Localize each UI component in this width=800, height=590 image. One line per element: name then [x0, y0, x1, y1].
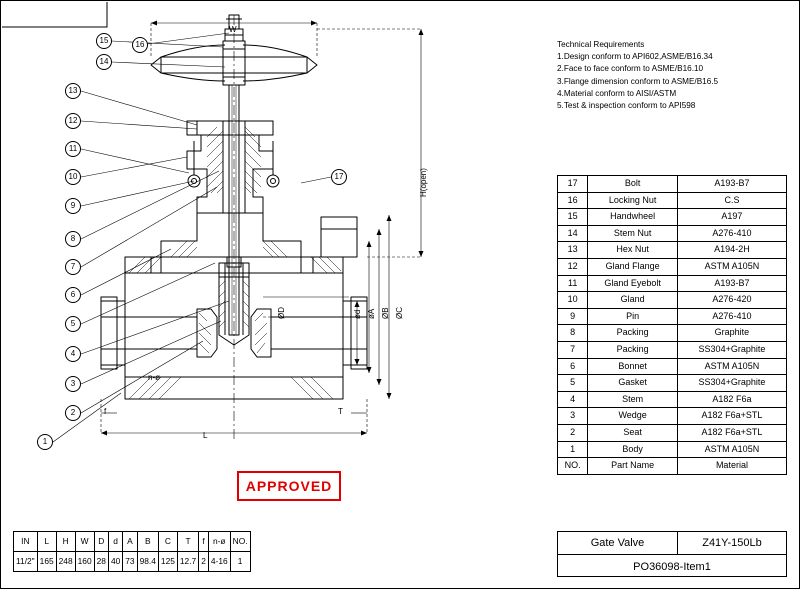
dimension-header-cell: B [137, 532, 158, 552]
dimension-table [13, 531, 251, 572]
bom-row [558, 441, 787, 458]
title-block-code: Z41Y-150Lb [702, 537, 762, 549]
balloon-callout-8: 8 [65, 231, 81, 247]
dimension-header-cell: d [108, 532, 122, 552]
bom-cell-material: A276-410 [677, 308, 786, 325]
bom-row [558, 242, 787, 259]
technical-requirements-heading: Technical Requirements [557, 40, 645, 49]
dim-label-diameter-c: ØC [395, 307, 404, 319]
bom-cell-part: Packing [588, 325, 678, 342]
technical-requirement-4: 4.Material conform to AISI/ASTM [557, 88, 677, 98]
balloon-callout-2: 2 [65, 405, 81, 421]
balloon-callout-5: 5 [65, 316, 81, 332]
balloon-callout-4: 4 [65, 346, 81, 362]
dim-label-diameter-a: øA [367, 308, 376, 319]
bom-cell-material: ASTM A105N [677, 358, 786, 375]
balloon-callout-1: 1 [37, 434, 53, 450]
bom-row [558, 258, 787, 275]
bom-cell-part: Gland Eyebolt [588, 275, 678, 292]
dim-label-diameter-d: ØD [277, 307, 286, 319]
dimension-value-cell: 98.4 [137, 552, 158, 572]
bom-cell-material: SS304+Graphite [677, 341, 786, 358]
dimension-header-cell: NO. [230, 532, 250, 552]
dimension-value-cell: 40 [108, 552, 122, 572]
dimension-value-row [14, 552, 251, 572]
bom-cell-no: 9 [558, 308, 588, 325]
bom-cell-material: A276-410 [677, 225, 786, 242]
bom-cell-part: Gland Flange [588, 258, 678, 275]
bom-cell-material: Material [677, 458, 786, 475]
dim-label-w: W [229, 25, 237, 34]
bom-cell-part: Body [588, 441, 678, 458]
bom-cell-no: 8 [558, 325, 588, 342]
bom-cell-part: Pin [588, 308, 678, 325]
bom-row [558, 408, 787, 425]
bom-cell-material: Graphite [677, 325, 786, 342]
dimension-value-cell: 2 [199, 552, 209, 572]
dim-label-diameter-d-small: ød [353, 309, 362, 319]
dimension-header-cell: A [123, 532, 137, 552]
dimension-header-cell: C [158, 532, 177, 552]
dimension-value-cell: 28 [94, 552, 108, 572]
bill-of-materials-table [557, 175, 787, 475]
bom-cell-no: 1 [558, 441, 588, 458]
bom-row [558, 176, 787, 193]
bom-cell-material: SS304+Graphite [677, 375, 786, 392]
bom-row [558, 341, 787, 358]
bom-cell-no: 2 [558, 424, 588, 441]
balloon-callout-9: 9 [65, 198, 81, 214]
bom-row [558, 424, 787, 441]
bom-cell-part: Hex Nut [588, 242, 678, 259]
balloon-callout-3: 3 [65, 376, 81, 392]
bom-cell-material: A194-2H [677, 242, 786, 259]
dimension-header-cell: W [75, 532, 94, 552]
bom-cell-no: 15 [558, 209, 588, 226]
dimension-value-cell: 160 [75, 552, 94, 572]
dimension-header-cell: n-ø [208, 532, 230, 552]
bom-cell-no: 10 [558, 292, 588, 309]
dim-label-f: f [104, 407, 107, 416]
technical-requirements [557, 39, 787, 112]
dimension-header-row [14, 532, 251, 552]
bom-cell-no: 12 [558, 258, 588, 275]
bom-cell-no: 13 [558, 242, 588, 259]
dim-label-t: T [338, 407, 343, 416]
dimension-value-cell: 12.7 [177, 552, 198, 572]
bom-cell-no: 11 [558, 275, 588, 292]
bom-cell-material: ASTM A105N [677, 258, 786, 275]
bom-cell-part: Wedge [588, 408, 678, 425]
gate-valve-section-view [1, 1, 561, 521]
bom-row [558, 375, 787, 392]
dim-label-n-holes: n-ø [148, 373, 160, 382]
bom-cell-part: Seat [588, 424, 678, 441]
bom-row [558, 292, 787, 309]
balloon-callout-7: 7 [65, 259, 81, 275]
balloon-callout-6: 6 [65, 287, 81, 303]
technical-requirement-5: 5.Test & inspection conform to API598 [557, 101, 696, 111]
dimension-header-cell: f [199, 532, 209, 552]
dim-label-l: L [203, 431, 208, 440]
bom-cell-part: Part Name [588, 458, 678, 475]
technical-requirement-3: 3.Flange dimension conform to ASME/B16.5 [557, 76, 719, 86]
dimension-header-cell: IN [14, 532, 38, 552]
bom-cell-part: Packing [588, 341, 678, 358]
balloon-callout-13: 13 [65, 83, 81, 99]
title-block [557, 531, 787, 577]
bom-cell-no: 17 [558, 176, 588, 193]
dimension-header-cell: D [94, 532, 108, 552]
balloon-callout-15: 15 [96, 33, 112, 49]
title-block-drawing-no: PO36098-Item1 [633, 560, 711, 573]
dimension-header-cell: H [56, 532, 75, 552]
dim-label-h-open: H(open) [419, 168, 428, 197]
bom-cell-part: Locking Nut [588, 192, 678, 209]
dim-label-diameter-b: ØB [381, 307, 390, 319]
bom-row [558, 308, 787, 325]
dimension-value-cell: 125 [158, 552, 177, 572]
bom-cell-material: A193-B7 [677, 176, 786, 193]
dimension-header-cell: L [37, 532, 56, 552]
bom-cell-no: NO. [558, 458, 588, 475]
bom-cell-material: A276-420 [677, 292, 786, 309]
bom-cell-no: 14 [558, 225, 588, 242]
bom-cell-part: Bolt [588, 176, 678, 193]
bom-row [558, 275, 787, 292]
bom-cell-no: 5 [558, 375, 588, 392]
dimension-value-cell: 248 [56, 552, 75, 572]
balloon-callout-10: 10 [65, 169, 81, 185]
bom-row [558, 458, 787, 475]
dimension-value-cell: 1 [230, 552, 250, 572]
balloon-callout-11: 11 [65, 141, 81, 157]
bom-row [558, 325, 787, 342]
bom-cell-part: Stem Nut [588, 225, 678, 242]
balloon-callout-16: 16 [132, 37, 148, 53]
technical-requirement-2: 2.Face to face conform to ASME/B16.10 [557, 64, 704, 74]
bom-cell-material: A193-B7 [677, 275, 786, 292]
dimension-header-cell: T [177, 532, 198, 552]
bom-cell-part: Gland [588, 292, 678, 309]
bom-cell-material: A182 F6a+STL [677, 408, 786, 425]
bom-cell-material: ASTM A105N [677, 441, 786, 458]
bom-cell-part: Handwheel [588, 209, 678, 226]
bom-cell-no: 3 [558, 408, 588, 425]
bom-cell-no: 16 [558, 192, 588, 209]
dimension-value-cell: 4-16 [208, 552, 230, 572]
technical-requirement-1: 1.Design conform to API602,ASME/B16.34 [557, 52, 713, 62]
balloon-callout-12: 12 [65, 113, 81, 129]
title-block-product: Gate Valve [558, 532, 678, 554]
balloon-callout-17: 17 [331, 169, 347, 185]
bom-cell-part: Bonnet [588, 358, 678, 375]
bom-cell-no: 6 [558, 358, 588, 375]
balloon-callout-14: 14 [96, 54, 112, 70]
dimension-value-cell: 73 [123, 552, 137, 572]
dimension-value-cell: 165 [37, 552, 56, 572]
bom-cell-material: A182 F6a [677, 391, 786, 408]
bom-cell-part: Gasket [588, 375, 678, 392]
bom-cell-material: C.S [677, 192, 786, 209]
bom-row [558, 209, 787, 226]
bom-cell-no: 4 [558, 391, 588, 408]
bom-cell-part: Stem [588, 391, 678, 408]
dimension-value-cell: 11/2" [14, 552, 38, 572]
bom-row [558, 358, 787, 375]
bom-cell-no: 7 [558, 341, 588, 358]
bom-cell-material: A182 F6a+STL [677, 424, 786, 441]
bom-row [558, 192, 787, 209]
bom-row [558, 391, 787, 408]
bom-cell-material: A197 [677, 209, 786, 226]
approved-stamp: APPROVED [237, 471, 341, 501]
bom-row [558, 225, 787, 242]
